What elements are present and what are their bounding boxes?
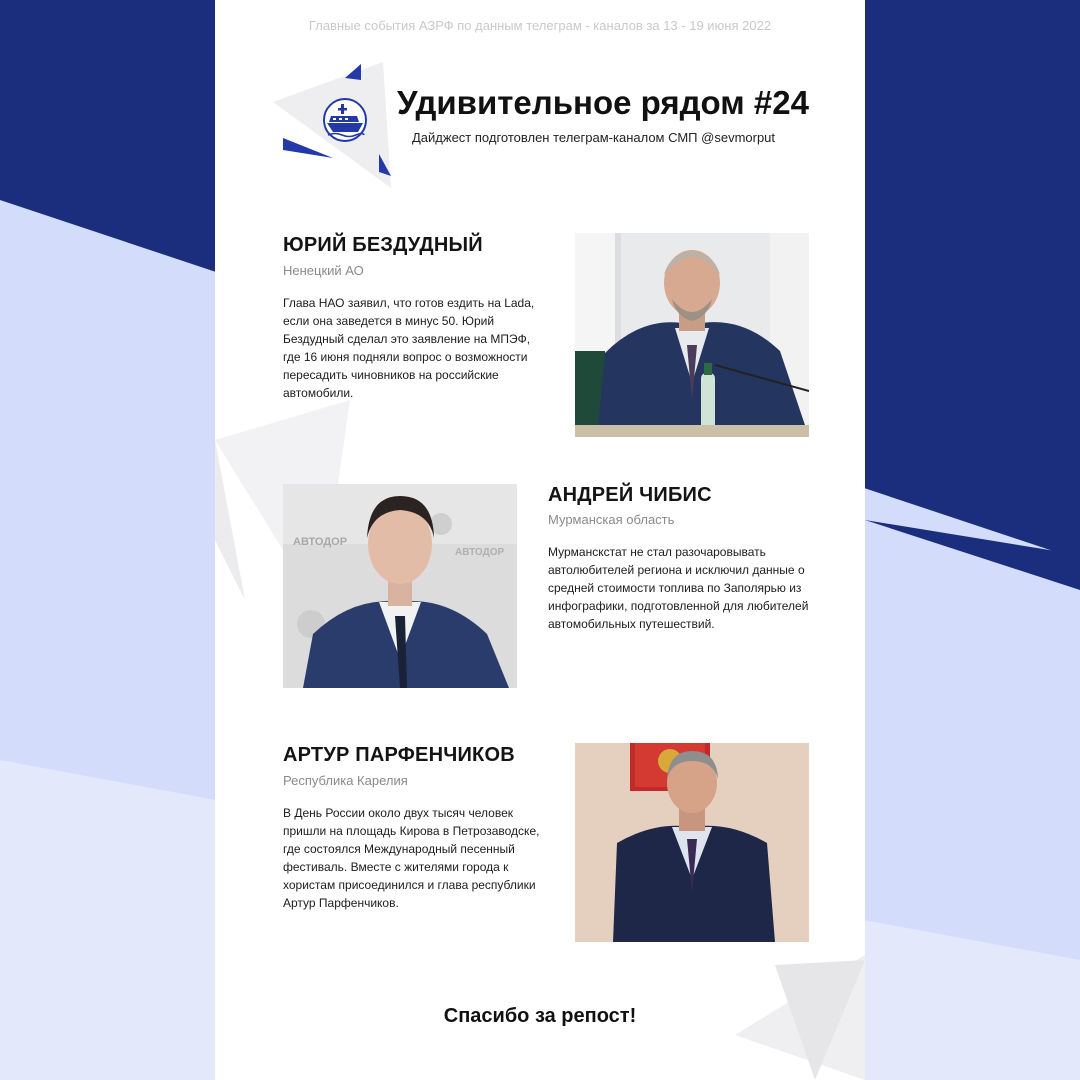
photo-backdrop-label: АВТОДОР [293, 536, 348, 548]
person-description: Глава НАО заявил, что готов ездить на Lada, если она заведется в минус 50. Юрий Бездудный сделал это заявление на МПЭФ, где 16 июня подняли вопрос о возможности пересадить чиновников на российские автомобили. [283, 296, 535, 400]
digest-title: Удивительное рядом #24 [397, 84, 809, 121]
person-photo [575, 743, 809, 942]
photo-backdrop-label: АВТОДОР [455, 547, 505, 558]
repost-thanks: Спасибо за репост! [443, 1005, 637, 1027]
digest-card [215, 0, 865, 1080]
person-description: В День России около двух тысяч человек пришли на площадь Кирова в Петрозаводске, где состоялся Международный песенный фестиваль. Вместе с жителями города к хористам присоединился и глава республики Артур Парфенчиков. [283, 806, 540, 910]
icebreaker-ship-icon [324, 99, 366, 141]
digest-subtitle: Дайджест подготовлен телеграм-каналом СМП @sevmorput [412, 130, 776, 145]
person-name: ЮРИЙ БЕЗДУДНЫЙ [283, 234, 483, 256]
person-region: Республика Карелия [283, 773, 408, 788]
logo-block [273, 62, 395, 188]
person-region: Мурманская область [548, 512, 675, 527]
person-name: АНДРЕЙ ЧИБИС [548, 484, 712, 506]
person-name: АРТУР ПАРФЕНЧИКОВ [283, 744, 515, 766]
person-photo [283, 484, 517, 688]
person-region: Ненецкий АО [283, 263, 364, 278]
digest-period-line: Главные события АЗРФ по данным телеграм - каналов за 13 - 19 июня 2022 [308, 18, 772, 33]
person-photo [575, 233, 809, 437]
person-description: Мурманскстат не стал разочаровывать автолюбителей региона и исключил данные о средней стоимости топлива по Заполярью из инфографики, подготовленной для любителей автомобильных путешествий. [548, 545, 809, 631]
